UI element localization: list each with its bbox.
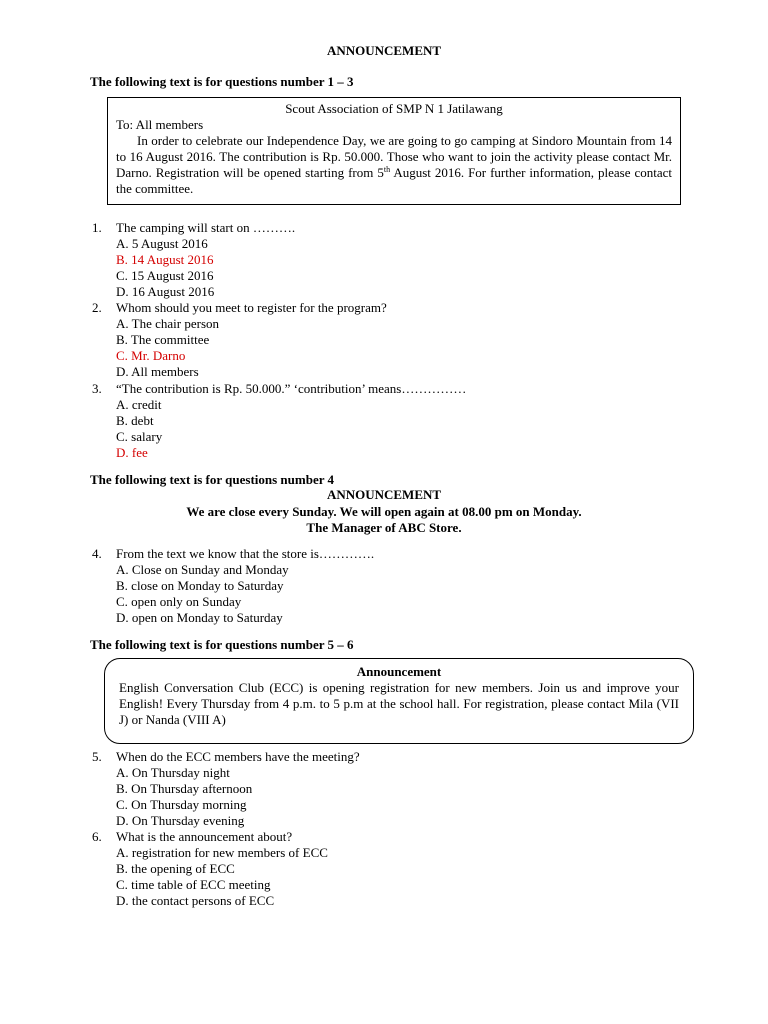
option-d: D. On Thursday evening	[116, 813, 245, 828]
question-6	[92, 829, 692, 909]
question-number: 1.	[92, 220, 102, 235]
option-d: D. the contact persons of ECC	[116, 893, 275, 908]
question-text: What is the announcement about?	[116, 829, 293, 844]
option-c: C. salary	[116, 429, 163, 444]
question-number: 5.	[92, 749, 102, 764]
question-3	[92, 381, 692, 461]
scout-announcement-box	[107, 97, 681, 205]
option-b: B. the opening of ECC	[116, 861, 235, 876]
question-4	[92, 546, 692, 626]
option-a: A. credit	[116, 397, 162, 412]
option-a: A. registration for new members of ECC	[116, 845, 328, 860]
option-d: D. open on Monday to Saturday	[116, 610, 283, 625]
section-heading-4: The following text is for questions number 4	[90, 472, 335, 487]
question-number: 4.	[92, 546, 102, 561]
question-text: The camping will start on ……….	[116, 220, 296, 235]
option-d: D. All members	[116, 364, 199, 379]
scout-body-part-a: In order to celebrate our Independence Day, we are going to go camping at Sindoro Mountain from 14 to 16 August 2016. The contribution is Rp. 50.000. Those who want to join the activity please contact Mr. Darno. Registration will be opened starting from 5	[116, 133, 672, 180]
option-b-answer: B. 14 August 2016	[116, 252, 214, 267]
option-a: A. The chair person	[116, 316, 220, 331]
ecc-announcement-box	[104, 658, 694, 744]
question-text: Whom should you meet to register for the program?	[116, 300, 387, 315]
ecc-body: English Conversation Club (ECC) is opening registration for new members. Join us and improve your English! Every Thursday from 4 p.m. to 5 p.m at the school hall. For registration, please contact Mila (VII J) or Nanda (VIII A)	[119, 680, 679, 727]
question-text: When do the ECC members have the meeting?	[116, 749, 360, 764]
section-heading-1-3: The following text is for questions number 1 – 3	[90, 74, 354, 89]
question-text: “The contribution is Rp. 50.000.” ‘contribution’ means……………	[116, 381, 467, 396]
option-c: C. open only on Sunday	[116, 594, 242, 609]
question-number: 6.	[92, 829, 102, 844]
option-c: C. On Thursday morning	[116, 797, 247, 812]
store-announcement-line-1: We are close every Sunday. We will open again at 08.00 pm on Monday.	[186, 504, 582, 519]
question-1	[92, 220, 692, 300]
question-5	[92, 749, 692, 829]
question-number: 3.	[92, 381, 102, 396]
question-text: From the text we know that the store is………….	[116, 546, 375, 561]
option-c-answer: C. Mr. Darno	[116, 348, 186, 363]
question-2	[92, 300, 692, 380]
option-d-answer: D. fee	[116, 445, 148, 460]
ecc-heading: Announcement	[356, 664, 442, 679]
scout-body-part-b: August 2016. For further information, please contact the committee.	[116, 165, 672, 196]
scout-recipient: To: All members	[116, 117, 204, 132]
question-number: 2.	[92, 300, 102, 315]
scout-body-superscript: th	[383, 165, 391, 174]
store-announcement-line-2: The Manager of ABC Store.	[306, 520, 462, 535]
option-c: C. time table of ECC meeting	[116, 877, 271, 892]
section-heading-5-6: The following text is for questions number 5 – 6	[90, 637, 354, 652]
store-announcement-heading: ANNOUNCEMENT	[326, 487, 442, 502]
option-a: A. On Thursday night	[116, 765, 230, 780]
option-a: A. 5 August 2016	[116, 236, 208, 251]
scout-heading: Scout Association of SMP N 1 Jatilawang	[285, 101, 503, 116]
option-d: D. 16 August 2016	[116, 284, 215, 299]
option-b: B. On Thursday afternoon	[116, 781, 253, 796]
option-b: B. The committee	[116, 332, 210, 347]
option-c: C. 15 August 2016	[116, 268, 214, 283]
option-a: A. Close on Sunday and Monday	[116, 562, 289, 577]
option-b: B. debt	[116, 413, 154, 428]
scout-body	[116, 133, 672, 197]
option-b: B. close on Monday to Saturday	[116, 578, 284, 593]
page-title: ANNOUNCEMENT	[326, 43, 442, 58]
